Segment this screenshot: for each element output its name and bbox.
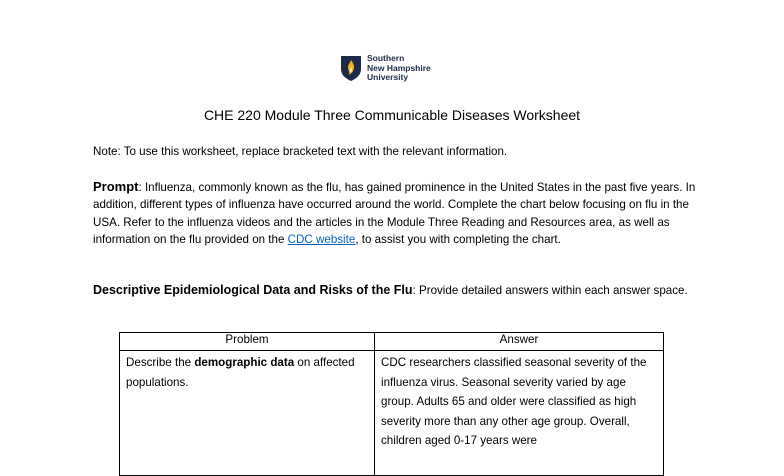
problem-bold-text: demographic data (194, 356, 295, 369)
logo-line: University (367, 72, 409, 82)
flu-data-table (119, 332, 664, 476)
university-logo (340, 54, 431, 83)
problem-text-end: on affected populations. (126, 356, 355, 389)
logo-line: Southern (367, 53, 405, 63)
prompt-text-end: , to assist you with completing the chart. (355, 233, 561, 247)
note-text: Note: To use this worksheet, replace bracketed text with the relevant information. (93, 145, 508, 158)
document-title: CHE 220 Module Three Communicable Diseases Worksheet (203, 107, 581, 123)
logo-wordmark (367, 54, 431, 83)
descriptive-paragraph (93, 282, 693, 299)
answer-cell[interactable]: CDC researchers classified seasonal severity of the influenza virus. Seasonal severity varied by age group. Adults 65 and older were classified as high severity more than any other age group. Overall, children aged 0-17 years were (375, 351, 664, 476)
column-header-problem: Problem (120, 333, 375, 351)
column-header-answer: Answer (375, 333, 664, 351)
descriptive-heading: Descriptive Epidemiological Data and Risks of the Flu (93, 283, 413, 297)
prompt-paragraph (93, 178, 703, 249)
descriptive-text: : Provide detailed answers within each answer space. (412, 284, 688, 297)
problem-cell (120, 351, 375, 476)
prompt-label: Prompt (93, 179, 139, 194)
table-row (120, 351, 664, 476)
logo-line: New Hampshire (367, 62, 431, 73)
problem-text: Describe the (126, 356, 195, 369)
shield-flame-icon (340, 55, 362, 82)
prompt-text: : Influenza, commonly known as the flu, has gained prominence in the United States in the past five years. In addition, different types of influenza have occurred around the world. Complete the chart below focusing on flu in the USA. Refer to the influenza videos and the articles in the Module Three Reading and Resources area, as well as information on the flu provided on the (93, 181, 696, 247)
cdc-website-link[interactable]: CDC website (287, 233, 356, 247)
table-header-row (120, 333, 664, 351)
